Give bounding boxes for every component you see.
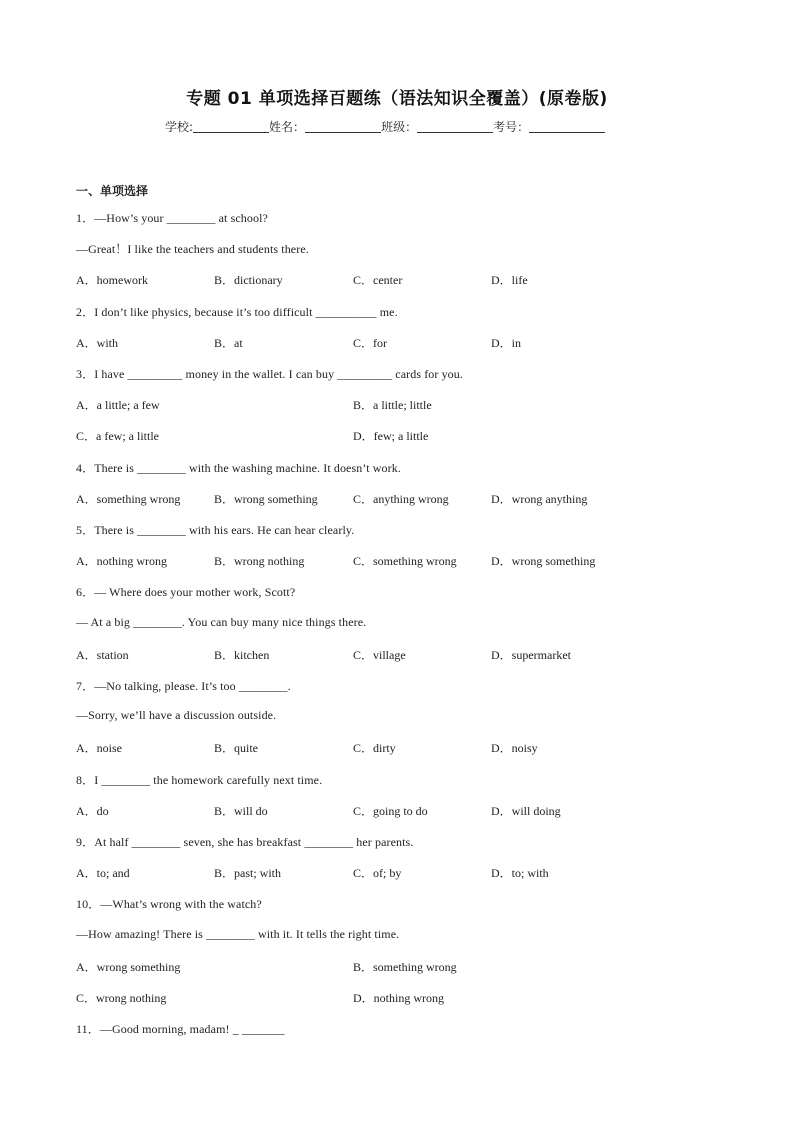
q9-option-c[interactable]: C．of; by [353, 866, 402, 880]
question-5: 5．There is ________ with his ears. He can hear clearly. [76, 523, 355, 537]
q4-option-a[interactable]: A．something wrong [76, 492, 181, 506]
q1-option-b[interactable]: B．dictionary [214, 273, 283, 287]
question-10-line2: —How amazing! There is ________ with it. It tells the right time. [76, 927, 400, 941]
q8-option-b[interactable]: B．will do [214, 804, 268, 818]
name-label: 姓名： [269, 120, 306, 134]
school-blank[interactable] [193, 120, 269, 133]
q3-option-d[interactable]: D．few; a little [353, 429, 429, 443]
q3-option-b[interactable]: B．a little; little [353, 398, 432, 412]
q3-option-c[interactable]: C．a few; a little [76, 429, 159, 443]
number-blank[interactable] [529, 120, 605, 133]
q8-option-c[interactable]: C．going to do [353, 804, 428, 818]
q9-option-d[interactable]: D．to; with [491, 866, 549, 880]
q2-option-d[interactable]: D．in [491, 336, 522, 350]
q5-option-d[interactable]: D．wrong something [491, 554, 596, 568]
q7-option-c[interactable]: C．dirty [353, 741, 396, 755]
question-3: 3．I have _________ money in the wallet. I can buy _________ cards for you. [76, 367, 463, 381]
question-1-line2: —Great！I like the teachers and students there. [76, 242, 309, 256]
q10-option-d[interactable]: D．nothing wrong [353, 991, 444, 1005]
q5-option-b[interactable]: B．wrong nothing [214, 554, 305, 568]
q5-option-a[interactable]: A．nothing wrong [76, 554, 167, 568]
q4-option-b[interactable]: B．wrong something [214, 492, 318, 506]
section-heading: 一、单项选择 [76, 184, 149, 198]
q1-option-c[interactable]: C．center [353, 273, 403, 287]
class-blank[interactable] [417, 120, 493, 133]
q9-option-a[interactable]: A．to; and [76, 866, 130, 880]
q6-option-a[interactable]: A．station [76, 648, 129, 662]
q7-option-a[interactable]: A．noise [76, 741, 122, 755]
q1-option-a[interactable]: A．homework [76, 273, 148, 287]
q2-option-b[interactable]: B．at [214, 336, 243, 350]
q4-option-d[interactable]: D．wrong anything [491, 492, 588, 506]
q5-option-c[interactable]: C．something wrong [353, 554, 457, 568]
q6-option-c[interactable]: C．village [353, 648, 406, 662]
q10-option-a[interactable]: A．wrong something [76, 960, 181, 974]
question-7-line2: —Sorry, we’ll have a discussion outside. [76, 708, 277, 722]
school-label: 学校: [165, 120, 194, 134]
question-8: 8．I ________ the homework carefully next time. [76, 773, 323, 787]
number-label: 考号： [493, 120, 530, 134]
q2-option-c[interactable]: C．for [353, 336, 387, 350]
q1-option-d[interactable]: D．life [491, 273, 528, 287]
q8-option-a[interactable]: A．do [76, 804, 109, 818]
q6-option-b[interactable]: B．kitchen [214, 648, 270, 662]
question-6-line2: — At a big ________. You can buy many nice things there. [76, 615, 367, 629]
q9-option-b[interactable]: B．past; with [214, 866, 282, 880]
q6-option-d[interactable]: D．supermarket [491, 648, 571, 662]
q4-option-c[interactable]: C．anything wrong [353, 492, 449, 506]
page-title: 专题 01 单项选择百题练（语法知识全覆盖）(原卷版) [186, 89, 608, 109]
q10-option-b[interactable]: B．something wrong [353, 960, 457, 974]
question-10: 10．—What’s wrong with the watch? [76, 897, 262, 911]
question-1: 1．—How’s your ________ at school? [76, 211, 268, 225]
question-9: 9．At half ________ seven, she has breakfast ________ her parents. [76, 835, 414, 849]
q7-option-d[interactable]: D．noisy [491, 741, 538, 755]
student-info-line [165, 118, 635, 135]
class-label: 班级： [381, 120, 418, 134]
question-11: 11．—Good morning, madam! _ _______ [76, 1022, 285, 1036]
name-blank[interactable] [305, 120, 381, 133]
question-2: 2．I don’t like physics, because it’s too difficult __________ me. [76, 305, 398, 319]
q3-option-a[interactable]: A．a little; a few [76, 398, 160, 412]
question-7: 7．—No talking, please. It’s too ________. [76, 679, 291, 693]
question-4: 4．There is ________ with the washing machine. It doesn’t work. [76, 461, 401, 475]
q10-option-c[interactable]: C．wrong nothing [76, 991, 167, 1005]
q2-option-a[interactable]: A．with [76, 336, 119, 350]
q7-option-b[interactable]: B．quite [214, 741, 258, 755]
question-6: 6．— Where does your mother work, Scott? [76, 585, 296, 599]
q8-option-d[interactable]: D．will doing [491, 804, 561, 818]
